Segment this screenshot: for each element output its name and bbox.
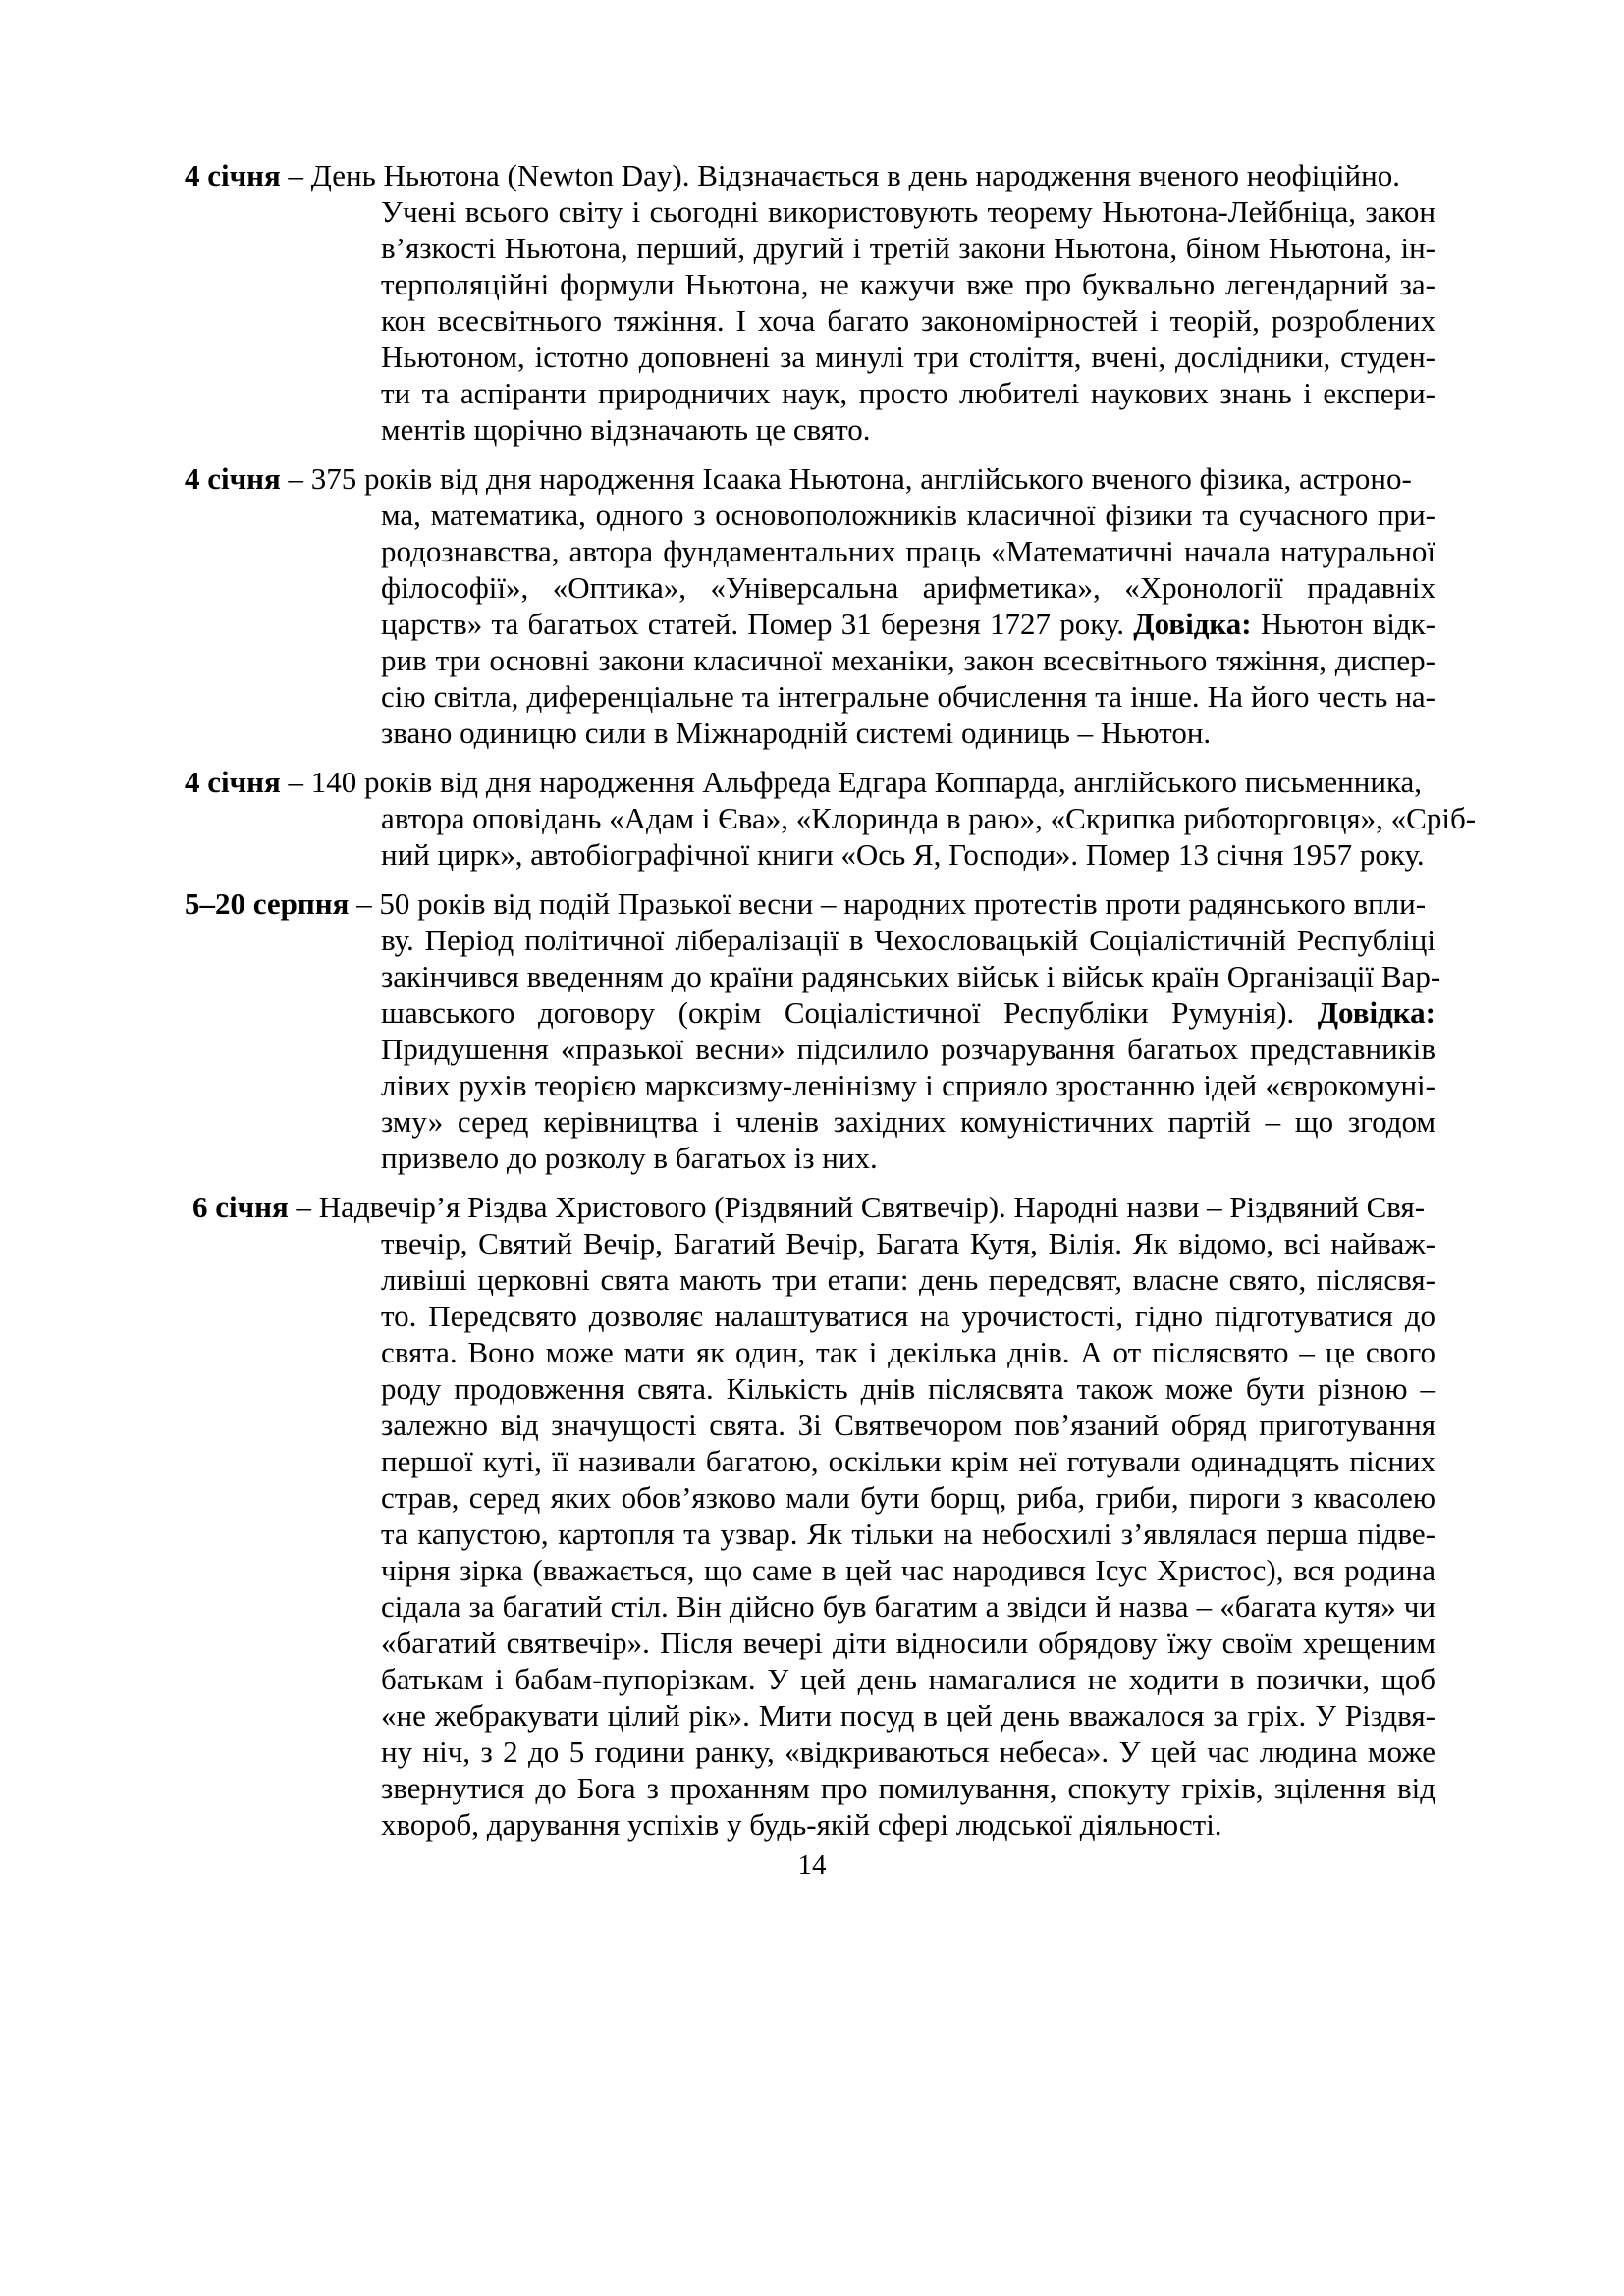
entry-line: ну ніч, з 2 до 5 години ранку, «відкриваються небеса». У цей час людина може (381, 1735, 1435, 1769)
entry-head (0, 764, 1435, 800)
entry-head-text: – 140 років від дня народження Альфреда Едгара Коппарда, англійського письменника, (280, 765, 1423, 799)
entry-line-text: шавського договору (окрім Соціалістичної Республіки Румунія). (381, 995, 1295, 1030)
entry-line: першої куті, її називали багатою, оскільки крім неї готували одинадцять пісних (381, 1444, 1435, 1478)
calendar-entry (0, 157, 1624, 448)
entry-line: свята. Воно може мати як один, так і декілька днів. А от післясвято – це свого (381, 1335, 1435, 1369)
entry-body (0, 1225, 1435, 1842)
entry-line: звернутися до Бога з проханням про помилування, спокуту гріхів, зцілення від (381, 1771, 1435, 1805)
entry-body (0, 193, 1435, 448)
entry-line: родознавства, автора фундаментальних праць «Математичні начала натуральної (381, 534, 1435, 568)
entry-line: Придушення «празької весни» підсилило розчарування багатьох представників (381, 1032, 1435, 1066)
page-number: 14 (797, 1849, 827, 1881)
entry-line: ти та аспіранти природничих наук, просто любителі наукових знань і експери- (381, 376, 1435, 410)
entry-head (0, 1189, 1435, 1225)
entry-line: батькам і бабам-пупорізкам. У цей день намагалися не ходити в позички, щоб (381, 1662, 1435, 1696)
calendar-entry (0, 764, 1624, 873)
entry-line: звано одиницю сили в Міжнародній системі одиниць – Ньютон. (381, 716, 1212, 750)
entry-line-text: царств» та багатьох статей. Помер 31 березня 1727 року. (381, 607, 1125, 641)
entry-line: ву. Період політичної лібералізації в Чехословацькій Соціалістичній Республіці (381, 923, 1435, 957)
entry-body (0, 922, 1441, 1176)
entry-line: чірня зірка (вважається, що саме в цей час народився Ісус Христос), вся родина (381, 1553, 1435, 1587)
entry-head-text: – Надвечір’я Різдва Христового (Різдвяний Святвечір). Народні назви – Різдвяний Свя- (288, 1190, 1426, 1224)
entry-line: філософії», «Оптика», «Універсальна арифметика», «Хронології прадавніх (381, 570, 1435, 605)
entry-head (0, 460, 1435, 497)
entry-line: автора оповідань «Адам і Єва», «Клоринда в раю», «Скрипка риботорговця», «Сріб- (381, 801, 1477, 835)
entry-line: призвело до розколу в багатьох із них. (381, 1141, 878, 1175)
entry-line: твечір, Святий Вечір, Багатий Вечір, Багата Кутя, Вілія. Як відомо, всі найваж- (381, 1226, 1435, 1260)
entry-head-text: – 50 років від подій Празької весни – народних протестів проти радянського впли- (349, 886, 1427, 921)
entry-date: 6 січня (192, 1190, 289, 1224)
calendar-entry (0, 1189, 1624, 1842)
entry-line: «не жебракувати цілий рік». Мити посуд в цей день вважалося за гріх. У Різдвя- (381, 1698, 1435, 1733)
entry-date: 5–20 серпня (185, 886, 350, 921)
entry-line: сідала за багатий стіл. Він дійсно був багатим а звідси й назва – «багата кутя» чи (381, 1589, 1435, 1624)
entry-line: та капустою, картопля та узвар. Як тільки на небосхилі з’являлася перша підве- (381, 1517, 1435, 1551)
entry-line: рив три основні закони класичної механіки, закон всесвітнього тяжіння, диспер- (381, 643, 1435, 677)
entry-line: кон всесвітнього тяжіння. І хоча багато закономірностей і теорій, розроблених (381, 303, 1435, 338)
entry-head (0, 157, 1435, 193)
entry-line: ма, математика, одного з основоположників класичної фізики та сучасного при- (381, 498, 1435, 532)
entry-line-with-note (381, 994, 1435, 1031)
entry-line: сію світла, диференціальне та інтегральне обчислення та інше. На його честь на- (381, 679, 1435, 714)
entry-line-tail: Ньютон відк- (1251, 607, 1435, 641)
entry-line: ментів щорічно відзначають це свято. (381, 412, 871, 447)
entry-line: то. Передсвято дозволяє налаштуватися на урочистості, гідно підготуватися до (381, 1299, 1435, 1333)
entry-date: 4 січня (185, 461, 281, 496)
entry-line: закінчився введенням до країни радянських військ і військ країн Організації Вар- (381, 959, 1441, 993)
calendar-entries (0, 157, 1624, 1855)
entry-line: ливіші церковні свята мають три етапи: день передсвят, власне свято, післясвя- (381, 1262, 1435, 1297)
entry-line: хвороб, дарування успіхів у будь-якій сфері людської діяльності. (381, 1807, 1222, 1842)
entry-head-text: – День Ньютона (Newton Day). Відзначається в день народження вченого неофіційно. (280, 158, 1400, 192)
entry-line: страв, серед яких обов’язково мали бути борщ, риба, гриби, пироги з квасолею (381, 1480, 1435, 1515)
entry-line: залежно від значущості свята. Зі Святвечором пов’язаний обряд приготування (381, 1408, 1435, 1442)
entry-line: Ньютоном, істотно доповнені за минулі три століття, вчені, дослідники, студен- (381, 340, 1435, 374)
entry-line: Учені всього світу і сьогодні використовують теорему Ньютона-Лейбніца, закон (381, 194, 1435, 229)
entry-line: роду продовження свята. Кількість днів післясвята також може бути різною – (381, 1371, 1435, 1406)
entry-body (0, 800, 1477, 873)
entry-date: 4 січня (185, 158, 281, 192)
entry-line: «багатий святвечір». Після вечері діти відносили обрядову їжу своїм хрещеним (381, 1626, 1435, 1660)
calendar-entry (0, 885, 1624, 1176)
note-label: Довідка: (1133, 607, 1252, 641)
entry-line: в’язкості Ньютона, перший, другий і третій закони Ньютона, біном Ньютона, ін- (381, 231, 1435, 265)
entry-line-with-note (381, 606, 1435, 642)
calendar-entry (0, 460, 1624, 751)
note-label: Довідка: (1317, 995, 1436, 1030)
entry-head-text: – 375 років від дня народження Ісаака Ньютона, англійського вченого фізика, астроно- (280, 461, 1412, 496)
entry-body (0, 497, 1435, 751)
entry-line: терполяційні формули Ньютона, не кажучи вже про буквально легендарний за- (381, 267, 1435, 301)
entry-line: лівих рухів теорією марксизму-ленінізму і сприяло зростанню ідей «єврокомуні- (381, 1068, 1435, 1102)
entry-date: 4 січня (185, 765, 281, 799)
entry-head (0, 885, 1435, 922)
entry-line: ний цирк», автобіографічної книги «Ось Я, Господи». Помер 13 січня 1957 року. (381, 837, 1425, 872)
entry-line: зму» серед керівництва і членів західних комуністичних партій – що згодом (381, 1104, 1435, 1139)
